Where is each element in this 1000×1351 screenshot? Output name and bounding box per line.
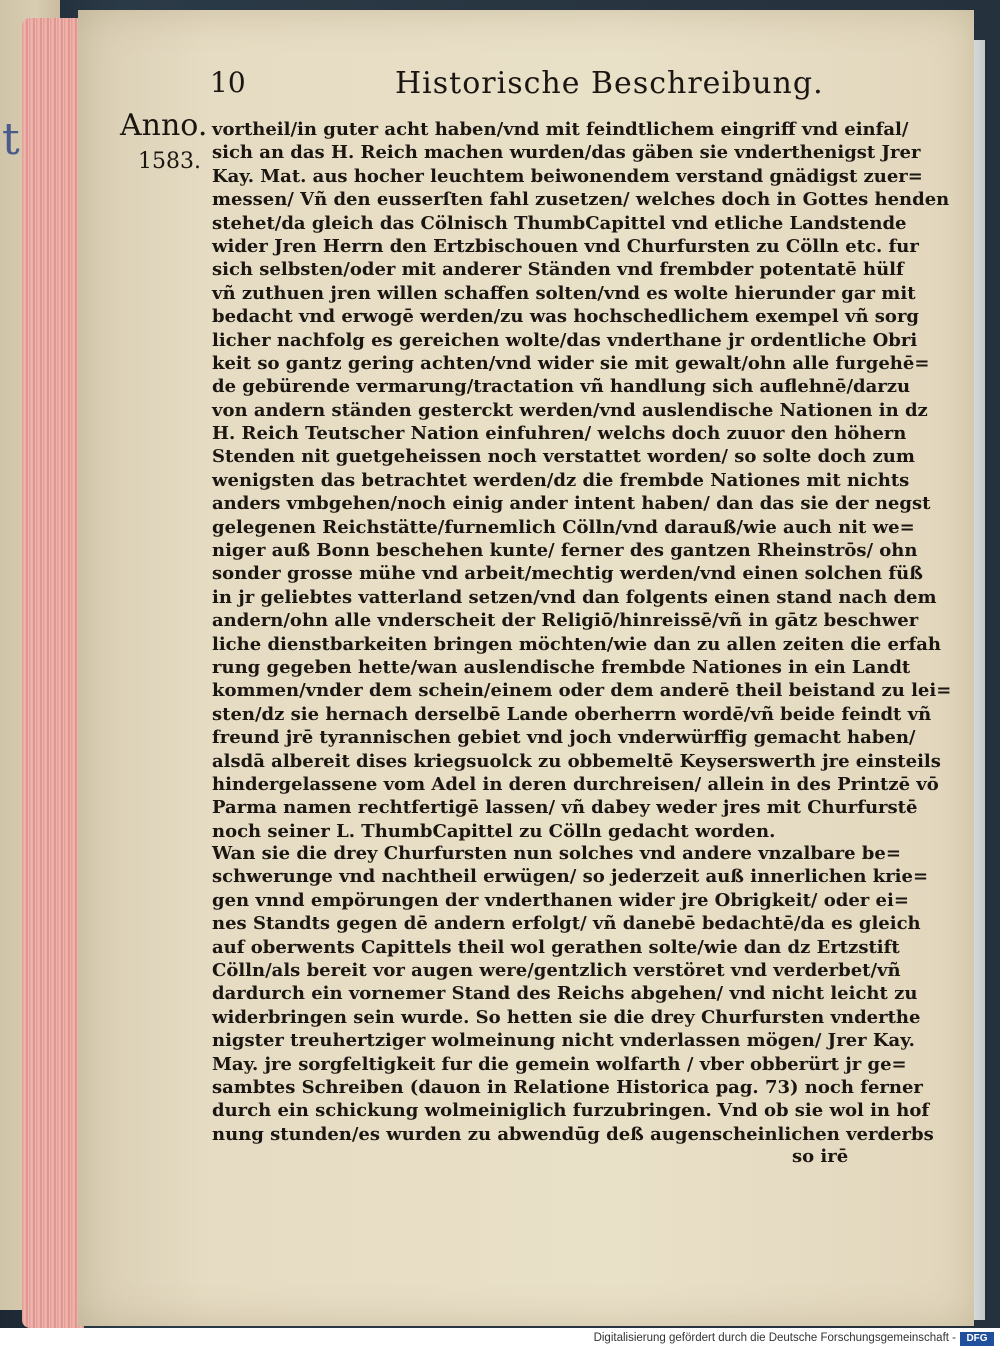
text-line: widerbringen sein wurde. So hetten sie die drey Churfursten vnderthe: [212, 1006, 921, 1028]
text-line: alsdā albereit dises kriegsuolck zu obbemeltē Keyserswerth jre einsteils: [212, 750, 941, 772]
text-line: licher nachfolg es gereichen wolte/das vnderthane jr ordentliche Obri: [212, 329, 918, 351]
text-line: schwerunge vnd nachtheil erwügen/ so jederzeit auß innerlichen krie=: [212, 866, 929, 888]
paragraph-2: [212, 842, 934, 1146]
footer-bar: [0, 1328, 1000, 1351]
text-line: sambtes Schreiben (dauon in Relatione Historica pag. 73) noch ferner: [212, 1076, 923, 1098]
text-line: liche dienstbarkeiten bringen möchten/wie dan zu allen zeiten die erfah: [212, 633, 941, 655]
page-number: 10: [210, 66, 246, 99]
text-line: stehet/da gleich das Cölnisch ThumbCapittel vnd etliche Landstende: [212, 212, 907, 234]
text-line: Cölln/als bereit vor augen were/gentzlich verstöret vnd verderbet/vñ: [212, 959, 901, 981]
margin-note: [120, 108, 210, 180]
paragraph-1: [212, 118, 952, 843]
text-line: sonder grosse mühe vnd arbeit/mechtig werden/vnd einen solchen füß: [212, 563, 923, 585]
text-line: sich an das H. Reich machen wurden/das gäben sie vnderthenigst Jrer: [212, 142, 921, 164]
text-line: nes Standts gegen dē andern erfolgt/ vñ danebē bedachtē/da es gleich: [212, 913, 921, 935]
text-line: bedacht vnd erwogē werden/zu was hochschedlichem exempel vñ sorg: [212, 306, 920, 328]
running-title: Historische Beschreibung.: [395, 66, 824, 101]
page-edges: [22, 18, 84, 1328]
text-line: freund jrē tyrannischen gebiet vnd joch vnderwürffig gemacht haben/: [212, 727, 916, 749]
text-line: niger auß Bonn beschehen kunte/ ferner des gantzen Rheinstrōs/ ohn: [212, 540, 918, 562]
text-line: Parma namen rechtfertigē lassen/ vñ dabey weder jres mit Churfurstē: [212, 797, 918, 819]
text-line: messen/ Vñ den eusserſten fahl zusetzen/ welches doch in Gottes henden: [212, 189, 950, 211]
page-header: [210, 66, 824, 106]
text-line: anders vmbgehen/noch einig ander intent haben/ dan das sie der negst: [212, 493, 931, 515]
text-line: gen vnnd empörungen der vnderthanen wider jre Obrigkeit/ oder ei=: [212, 889, 909, 911]
text-line: wenigsten das betrachtet werden/dz die frembde Nationes mit nichts: [212, 469, 910, 491]
text-line: May. jre sorgfeltigkeit fur die gemein wolfarth / vber obberürt jr ge=: [212, 1053, 907, 1075]
text-line: vortheil/in guter acht haben/vnd mit feindtlichem eingriff vnd einfal/: [212, 119, 909, 140]
text-line: Wan sie die drey Churfursten nun solches vnd andere vnzalbare be=: [212, 843, 901, 864]
margin-note-year: 1583.: [138, 149, 201, 174]
text-line: in jr geliebtes vatterland setzen/vnd dan folgents einen stand nach dem: [212, 586, 937, 608]
catchword: so irē: [792, 1146, 849, 1167]
text-line: gelegenen Reichstätte/furnemlich Cölln/vnd darauß/wie auch nit we=: [212, 516, 915, 538]
text-line: wider Jren Herrn den Ertzbischouen vnd Churfursten zu Cölln etc. fur: [212, 235, 919, 257]
text-line: rung gegeben hette/wan auslendische frembde Nationes in ein Landt: [212, 656, 911, 678]
text-line: auf oberwents Capittels theil wol gerathen solte/wie dan dz Ertzstift: [212, 936, 900, 958]
text-line: de gebürende vermarung/tractation vñ handlung sich auflehnē/darzu: [212, 376, 911, 398]
text-line: kommen/vnder dem schein/einem oder dem anderē theil beistand zu lei=: [212, 680, 952, 702]
text-line: Stenden nit guetgeheissen noch verstattet worden/ so solte doch zum: [212, 446, 915, 468]
text-line: Kay. Mat. aus hocher leuchtem beiwonendem verstand gnädigst zuer=: [212, 165, 923, 187]
text-line: von andern ständen gesterckt werden/vnd auslendische Nationen in dz: [212, 399, 928, 421]
text-line: dardurch ein vornemer Stand des Reichs abgehen/ vnd nicht leicht zu: [212, 983, 918, 1005]
text-line: nung stunden/es wurden zu abwendūg deß augenscheinlichen verderbs: [212, 1123, 934, 1145]
dfg-logo: DFG: [960, 1332, 994, 1346]
text-line: H. Reich Teutscher Nation einfuhren/ welchs doch zuuor den höhern: [212, 423, 907, 445]
left-leaf-mark: t: [2, 114, 20, 165]
text-line: hindergelassene vom Adel in deren durchreisen/ allein in des Printzē vō: [212, 773, 939, 795]
text-line: durch ein schickung wolmeiniglich furzubringen. Vnd ob sie wol in hof: [212, 1100, 930, 1122]
text-line: keit so gantz gering achten/vnd wider sie mit gewalt/ohn alle furgehē=: [212, 352, 930, 374]
text-line: sich selbsten/oder mit anderer Ständen vnd frembder potentatē hülf: [212, 259, 904, 281]
text-line: noch seiner L. ThumbCapittel zu Cölln gedacht worden.: [212, 820, 776, 842]
text-line: andern/ohn alle vnderscheit der Religiō/hinreissē/vñ in gātz beschwer: [212, 610, 919, 632]
margin-note-label: Anno.: [120, 108, 208, 143]
text-line: nigster treuhertziger wolmeinung nicht vnderlassen mögen/ Jrer Kay.: [212, 1030, 915, 1052]
text-line: vñ zuthuen jren willen schaffen solten/vnd es wolte hierunder gar mit: [212, 282, 916, 304]
footer-credit: Digitalisierung gefördert durch die Deutsche Forschungsgemeinschaft -: [593, 1332, 956, 1344]
text-line: sten/dz sie hernach derselbē Lande oberherrn wordē/vñ beide feindt vñ: [212, 703, 932, 725]
